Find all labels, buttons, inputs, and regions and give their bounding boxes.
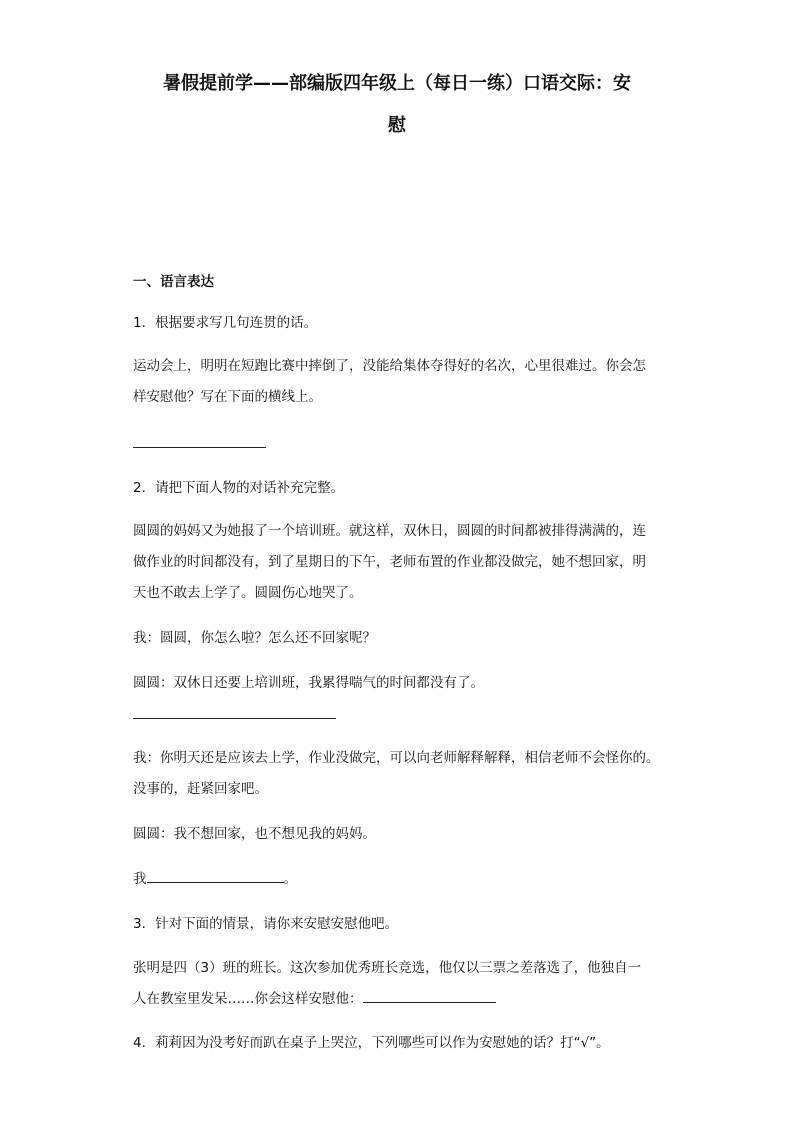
document-title-line-2: 慰 — [388, 115, 406, 136]
dialogue-yuanyuan-1: 圆圆：双休日还要上培训班，我累得喘气的时间都没有了。 — [133, 675, 484, 691]
question-2-prompt: 2．请把下面人物的对话补充完整。 — [133, 480, 345, 496]
question-2-text-line-2: 做作业的时间都没有，到了星期日的下午，老师布置的作业都没做完，她不想回家，明 — [133, 554, 646, 570]
question-1-text-line-1: 运动会上，明明在短跑比赛中摔倒了，没能给集体夺得好的名次，心里很难过。你会怎 — [133, 358, 646, 374]
question-3-text-line-1: 张明是四（3）班的班长。这次参加优秀班长竞选，他仅以三票之差落选了，他独自一 — [133, 960, 642, 976]
question-2-dialogue-blank[interactable] — [133, 718, 336, 719]
document-title-line-1: 暑假提前学——部编版四年级上（每日一练）口语交际：安 — [163, 73, 631, 94]
dialogue-me-1: 我：圆圆，你怎么啦？怎么还不回家呢？ — [133, 630, 376, 646]
dialogue-me-3-prefix: 我 — [133, 871, 147, 887]
dialogue-me-3-blank[interactable] — [147, 881, 284, 883]
dialogue-me-3 — [133, 869, 297, 889]
dialogue-me-3-suffix: 。 — [283, 871, 297, 887]
question-3-text-line-2-label: 人在教室里发呆……你会这样安慰他： — [133, 991, 363, 1007]
question-2-text-line-3: 天也不敢去上学了。圆圆伤心地哭了。 — [133, 585, 363, 601]
question-3-prompt: 3．针对下面的情景，请你来安慰安慰他吧。 — [133, 916, 399, 932]
question-1-prompt: 1．根据要求写几句连贯的话。 — [133, 315, 318, 331]
question-3-answer-blank[interactable] — [363, 1001, 496, 1003]
dialogue-me-2-line-1: 我：你明天还是应该去上学，作业没做完，可以向老师解释解释，相信老师不会怪你的。 — [133, 750, 660, 766]
question-3-text-line-2 — [133, 989, 496, 1009]
dialogue-me-2-line-2: 没事的，赶紧回家吧。 — [133, 781, 268, 797]
question-2-text-line-1: 圆圆的妈妈又为她报了一个培训班。就这样，双休日，圆圆的时间都被排得满满的，连 — [133, 523, 646, 539]
question-1-text-line-2: 样安慰他？写在下面的横线上。 — [133, 389, 322, 405]
dialogue-yuanyuan-2: 圆圆：我不想回家，也不想见我的妈妈。 — [133, 826, 376, 842]
section-heading: 一、语言表达 — [133, 274, 214, 290]
question-1-answer-blank[interactable] — [133, 447, 266, 448]
question-4-prompt: 4．莉莉因为没考好而趴在桌子上哭泣，下列哪些可以作为安慰她的话？打“√”。 — [133, 1035, 610, 1051]
